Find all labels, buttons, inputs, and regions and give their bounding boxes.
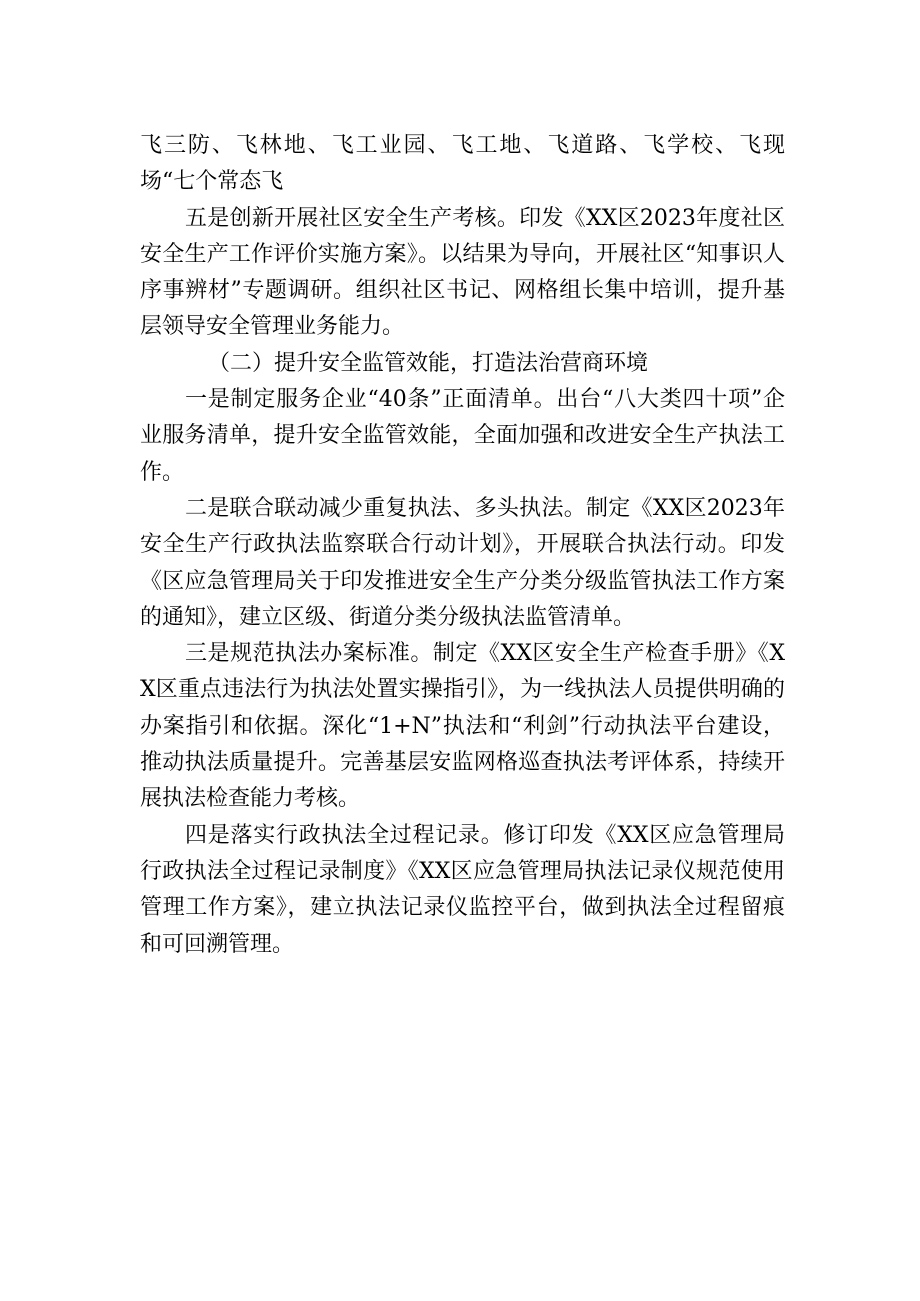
- paragraph-joint-enforcement: 二是联合联动减少重复执法、多头执法。制定《XX区2023年安全生产行政执法监察联合行动计划》，开展联合执法行动。印发《区应急管理局关于印发推进安全生产分类分级监管执法工作方案的通知》，建立区级、街道分类分级执法监管清单。: [140, 495, 785, 630]
- paragraph-continuation: 飞三防、飞林地、飞工业园、飞工地、飞道路、飞学校、飞现场“七个常态飞: [140, 133, 785, 195]
- paragraph-service-list: 一是制定服务企业“40条”正面清单。出台“八大类四十项”企业服务清单，提升安全监管效能，全面加强和改进安全生产执法工作。: [140, 387, 785, 485]
- document-page: [140, 128, 785, 963]
- paragraph-enforcement-records: 四是落实行政执法全过程记录。修订印发《XX区应急管理局行政执法全过程记录制度》《XX区应急管理局执法记录仪规范使用管理工作方案》，建立执法记录仪监控平台，做到执法全过程留痕和可回溯管理。: [140, 822, 785, 957]
- section-heading: （二）提升安全监管效能，打造法治营商环境: [208, 350, 649, 376]
- paragraph-enforcement-standards: 三是规范执法办案标准。制定《XX区安全生产检查手册》《XX区重点违法行为执法处置实操指引》，为一线执法人员提供明确的办案指引和依据。深化“1+N”执法和“利剑”行动执法平台建设，推动执法质量提升。完善基层安监网格巡查执法考评体系，持续开展执法检查能力考核。: [140, 641, 785, 812]
- paragraph-community-assessment: 五是创新开展社区安全生产考核。印发《XX区2023年度社区安全生产工作评价实施方案》。以结果为导向，开展社区“知事识人序事辨材”专题调研。组织社区书记、网格组长集中培训，提升基层领导安全管理业务能力。: [140, 205, 785, 340]
